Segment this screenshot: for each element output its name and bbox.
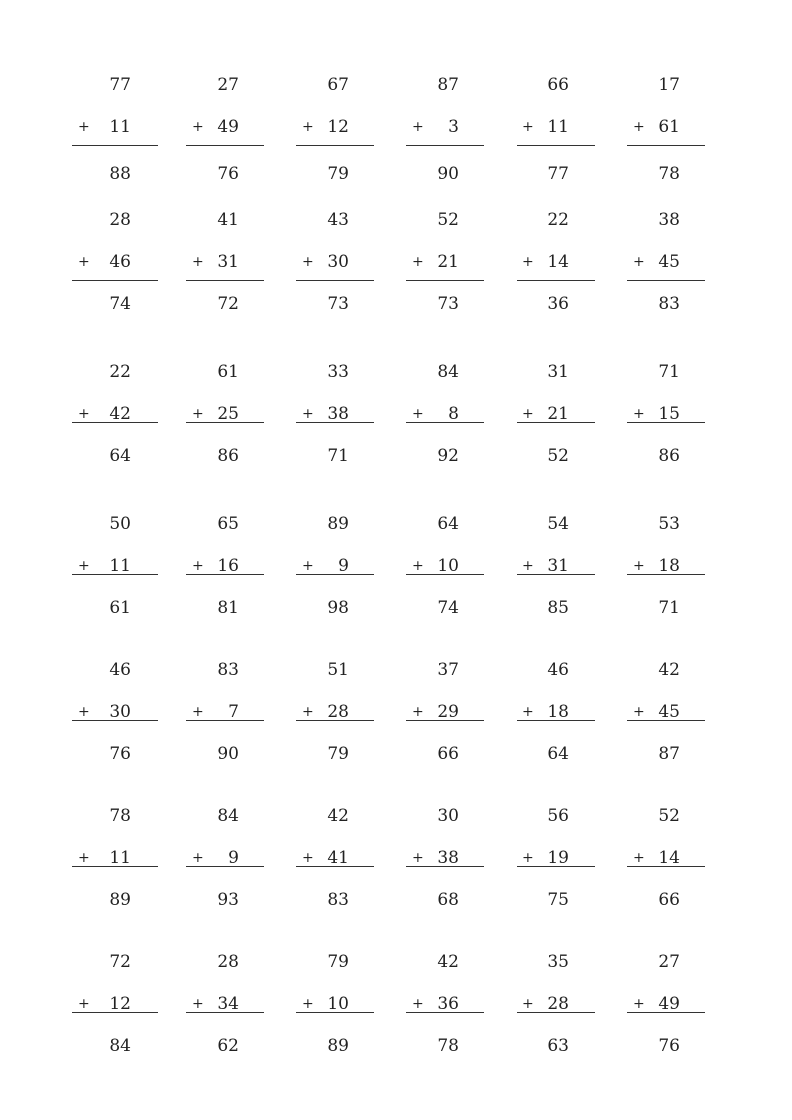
second-addend: 18 — [658, 556, 680, 576]
sum-answer: 72 — [217, 294, 239, 314]
sum-answer: 71 — [327, 446, 349, 466]
sum-line — [406, 145, 484, 146]
sum-line — [186, 422, 264, 423]
sum-line — [186, 866, 264, 867]
first-addend: 42 — [437, 952, 459, 972]
plus-sign: + — [522, 850, 534, 866]
sum-line — [296, 720, 374, 721]
sum-line — [406, 866, 484, 867]
sum-answer: 73 — [437, 294, 459, 314]
second-addend: 11 — [547, 117, 569, 137]
plus-sign: + — [78, 996, 90, 1012]
sum-answer: 86 — [658, 446, 680, 466]
plus-sign: + — [633, 254, 645, 270]
sum-answer: 85 — [547, 598, 569, 618]
sum-answer: 73 — [327, 294, 349, 314]
sum-line — [627, 1012, 705, 1013]
first-addend: 77 — [109, 75, 131, 95]
sum-line — [517, 1012, 595, 1013]
second-addend: 31 — [217, 252, 239, 272]
plus-sign: + — [412, 558, 424, 574]
sum-line — [296, 422, 374, 423]
plus-sign: + — [522, 406, 534, 422]
first-addend: 17 — [658, 75, 680, 95]
sum-answer: 52 — [547, 446, 569, 466]
first-addend: 37 — [437, 660, 459, 680]
second-addend: 11 — [109, 117, 131, 137]
first-addend: 42 — [658, 660, 680, 680]
sum-line — [627, 866, 705, 867]
sum-line — [627, 574, 705, 575]
second-addend: 7 — [228, 702, 239, 722]
plus-sign: + — [633, 406, 645, 422]
sum-line — [186, 280, 264, 281]
sum-line — [72, 866, 158, 867]
first-addend: 52 — [437, 210, 459, 230]
first-addend: 65 — [217, 514, 239, 534]
first-addend: 22 — [547, 210, 569, 230]
sum-line — [186, 574, 264, 575]
sum-line — [627, 720, 705, 721]
first-addend: 51 — [327, 660, 349, 680]
plus-sign: + — [412, 996, 424, 1012]
first-addend: 35 — [547, 952, 569, 972]
sum-answer: 76 — [109, 744, 131, 764]
sum-line — [296, 280, 374, 281]
second-addend: 38 — [437, 848, 459, 868]
sum-answer: 74 — [437, 598, 459, 618]
first-addend: 28 — [217, 952, 239, 972]
second-addend: 41 — [327, 848, 349, 868]
plus-sign: + — [192, 558, 204, 574]
first-addend: 78 — [109, 806, 131, 826]
second-addend: 61 — [658, 117, 680, 137]
first-addend: 50 — [109, 514, 131, 534]
sum-answer: 92 — [437, 446, 459, 466]
plus-sign: + — [522, 996, 534, 1012]
sum-answer: 76 — [217, 164, 239, 184]
sum-answer: 86 — [217, 446, 239, 466]
second-addend: 49 — [217, 117, 239, 137]
plus-sign: + — [633, 119, 645, 135]
second-addend: 49 — [658, 994, 680, 1014]
second-addend: 28 — [547, 994, 569, 1014]
sum-line — [517, 145, 595, 146]
plus-sign: + — [78, 119, 90, 135]
second-addend: 3 — [448, 117, 459, 137]
second-addend: 11 — [109, 848, 131, 868]
second-addend: 14 — [547, 252, 569, 272]
first-addend: 66 — [547, 75, 569, 95]
plus-sign: + — [78, 704, 90, 720]
second-addend: 45 — [658, 252, 680, 272]
first-addend: 27 — [658, 952, 680, 972]
first-addend: 84 — [217, 806, 239, 826]
first-addend: 28 — [109, 210, 131, 230]
first-addend: 54 — [547, 514, 569, 534]
plus-sign: + — [412, 254, 424, 270]
first-addend: 87 — [437, 75, 459, 95]
plus-sign: + — [302, 406, 314, 422]
sum-answer: 90 — [437, 164, 459, 184]
first-addend: 67 — [327, 75, 349, 95]
plus-sign: + — [302, 996, 314, 1012]
second-addend: 18 — [547, 702, 569, 722]
second-addend: 38 — [327, 404, 349, 424]
first-addend: 53 — [658, 514, 680, 534]
first-addend: 84 — [437, 362, 459, 382]
sum-line — [296, 866, 374, 867]
plus-sign: + — [412, 406, 424, 422]
second-addend: 14 — [658, 848, 680, 868]
sum-answer: 36 — [547, 294, 569, 314]
second-addend: 11 — [109, 556, 131, 576]
second-addend: 28 — [327, 702, 349, 722]
second-addend: 46 — [109, 252, 131, 272]
first-addend: 71 — [658, 362, 680, 382]
first-addend: 64 — [437, 514, 459, 534]
first-addend: 38 — [658, 210, 680, 230]
sum-line — [406, 720, 484, 721]
plus-sign: + — [522, 254, 534, 270]
second-addend: 36 — [437, 994, 459, 1014]
sum-answer: 79 — [327, 164, 349, 184]
second-addend: 31 — [547, 556, 569, 576]
plus-sign: + — [78, 558, 90, 574]
second-addend: 42 — [109, 404, 131, 424]
sum-line — [72, 720, 158, 721]
plus-sign: + — [78, 254, 90, 270]
sum-answer: 64 — [547, 744, 569, 764]
sum-answer: 89 — [109, 890, 131, 910]
plus-sign: + — [192, 254, 204, 270]
second-addend: 9 — [228, 848, 239, 868]
sum-line — [296, 1012, 374, 1013]
sum-answer: 62 — [217, 1036, 239, 1056]
plus-sign: + — [412, 850, 424, 866]
sum-answer: 78 — [437, 1036, 459, 1056]
plus-sign: + — [412, 704, 424, 720]
plus-sign: + — [302, 704, 314, 720]
sum-answer: 98 — [327, 598, 349, 618]
plus-sign: + — [633, 850, 645, 866]
plus-sign: + — [78, 406, 90, 422]
plus-sign: + — [412, 119, 424, 135]
plus-sign: + — [302, 119, 314, 135]
plus-sign: + — [78, 850, 90, 866]
first-addend: 72 — [109, 952, 131, 972]
first-addend: 30 — [437, 806, 459, 826]
second-addend: 30 — [327, 252, 349, 272]
sum-line — [517, 280, 595, 281]
first-addend: 52 — [658, 806, 680, 826]
first-addend: 27 — [217, 75, 239, 95]
sum-line — [296, 145, 374, 146]
sum-line — [72, 280, 158, 281]
sum-line — [186, 720, 264, 721]
sum-answer: 84 — [109, 1036, 131, 1056]
plus-sign: + — [302, 254, 314, 270]
sum-answer: 93 — [217, 890, 239, 910]
plus-sign: + — [302, 558, 314, 574]
sum-answer: 68 — [437, 890, 459, 910]
first-addend: 83 — [217, 660, 239, 680]
plus-sign: + — [192, 119, 204, 135]
second-addend: 29 — [437, 702, 459, 722]
plus-sign: + — [192, 850, 204, 866]
sum-answer: 76 — [658, 1036, 680, 1056]
first-addend: 61 — [217, 362, 239, 382]
first-addend: 46 — [109, 660, 131, 680]
second-addend: 45 — [658, 702, 680, 722]
sum-line — [517, 422, 595, 423]
second-addend: 21 — [547, 404, 569, 424]
sum-answer: 79 — [327, 744, 349, 764]
first-addend: 43 — [327, 210, 349, 230]
plus-sign: + — [633, 996, 645, 1012]
second-addend: 8 — [448, 404, 459, 424]
first-addend: 79 — [327, 952, 349, 972]
first-addend: 31 — [547, 362, 569, 382]
second-addend: 25 — [217, 404, 239, 424]
plus-sign: + — [633, 704, 645, 720]
plus-sign: + — [633, 558, 645, 574]
first-addend: 42 — [327, 806, 349, 826]
sum-answer: 88 — [109, 164, 131, 184]
second-addend: 19 — [547, 848, 569, 868]
plus-sign: + — [192, 704, 204, 720]
sum-line — [186, 1012, 264, 1013]
second-addend: 10 — [437, 556, 459, 576]
sum-line — [72, 145, 158, 146]
sum-line — [72, 422, 158, 423]
sum-line — [406, 574, 484, 575]
sum-answer: 77 — [547, 164, 569, 184]
sum-answer: 78 — [658, 164, 680, 184]
second-addend: 16 — [217, 556, 239, 576]
second-addend: 34 — [217, 994, 239, 1014]
sum-line — [406, 1012, 484, 1013]
second-addend: 12 — [109, 994, 131, 1014]
sum-line — [517, 574, 595, 575]
sum-answer: 90 — [217, 744, 239, 764]
plus-sign: + — [192, 406, 204, 422]
first-addend: 89 — [327, 514, 349, 534]
sum-answer: 89 — [327, 1036, 349, 1056]
first-addend: 22 — [109, 362, 131, 382]
plus-sign: + — [192, 996, 204, 1012]
sum-answer: 81 — [217, 598, 239, 618]
sum-line — [186, 145, 264, 146]
plus-sign: + — [302, 850, 314, 866]
sum-answer: 64 — [109, 446, 131, 466]
sum-line — [406, 422, 484, 423]
sum-answer: 75 — [547, 890, 569, 910]
sum-line — [72, 574, 158, 575]
sum-line — [627, 422, 705, 423]
sum-line — [406, 280, 484, 281]
sum-answer: 71 — [658, 598, 680, 618]
sum-line — [627, 145, 705, 146]
sum-answer: 66 — [658, 890, 680, 910]
sum-answer: 63 — [547, 1036, 569, 1056]
first-addend: 33 — [327, 362, 349, 382]
sum-answer: 83 — [658, 294, 680, 314]
second-addend: 10 — [327, 994, 349, 1014]
first-addend: 56 — [547, 806, 569, 826]
sum-answer: 87 — [658, 744, 680, 764]
sum-answer: 61 — [109, 598, 131, 618]
first-addend: 46 — [547, 660, 569, 680]
second-addend: 15 — [658, 404, 680, 424]
sum-line — [627, 280, 705, 281]
second-addend: 21 — [437, 252, 459, 272]
second-addend: 30 — [109, 702, 131, 722]
first-addend: 41 — [217, 210, 239, 230]
sum-line — [72, 1012, 158, 1013]
second-addend: 9 — [338, 556, 349, 576]
plus-sign: + — [522, 704, 534, 720]
plus-sign: + — [522, 119, 534, 135]
sum-line — [517, 720, 595, 721]
second-addend: 12 — [327, 117, 349, 137]
sum-line — [517, 866, 595, 867]
sum-line — [296, 574, 374, 575]
sum-answer: 83 — [327, 890, 349, 910]
sum-answer: 74 — [109, 294, 131, 314]
plus-sign: + — [522, 558, 534, 574]
sum-answer: 66 — [437, 744, 459, 764]
